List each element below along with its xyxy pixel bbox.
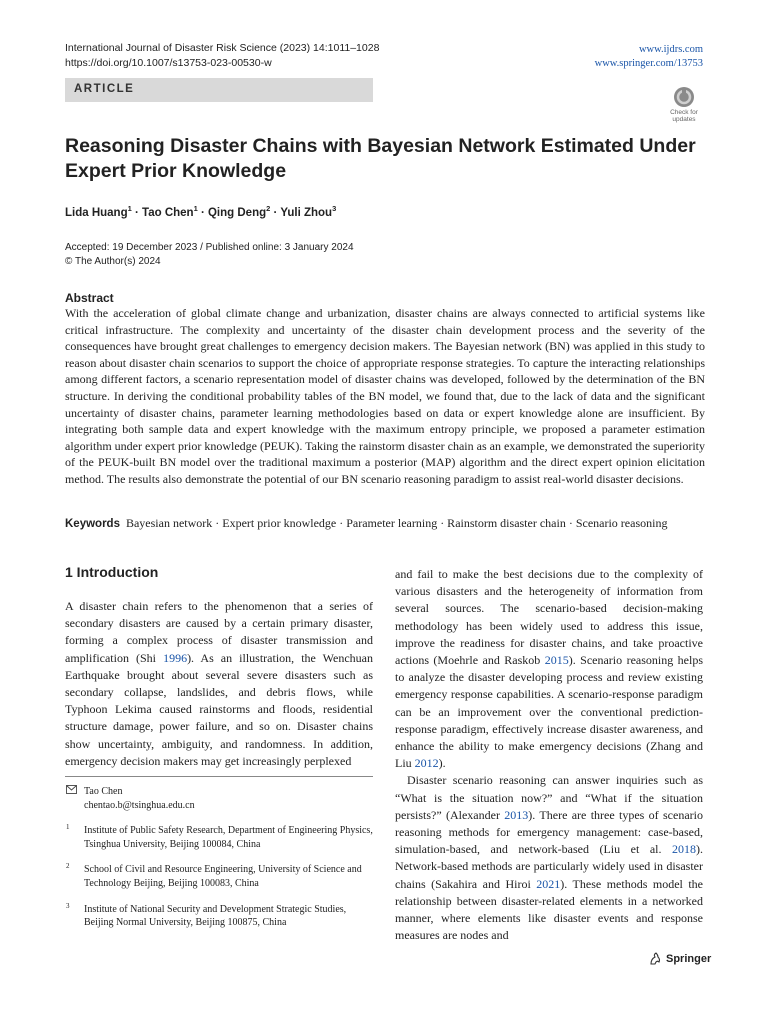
intro-column-1 bbox=[65, 598, 373, 770]
article-type-label: ARTICLE bbox=[74, 83, 135, 95]
keywords-label: Keywords bbox=[65, 518, 120, 530]
badge-line2: updates bbox=[672, 116, 696, 123]
citation-link[interactable]: 2015 bbox=[544, 653, 569, 668]
abstract-text: With the acceleration of global climate change and urbanization, disaster chains are always connected to artificial systems like critical infrastructure. The complexity and uncertainty of the disaster chain development process and the severity of the consequences have brought great challenges to emergency decision makers. The Bayesian network (BN) was applied in this study to reason about disaster chain scenarios to support the choice of appropriate response strategies. To capture the interacting relationships among different factors, a scenario representation model of disaster chains was developed, followed by the determination of the BN structure. In deriving the conditional probability tables of the BN model, we found that, due to the lack of data and the significant uncertainty of disaster chains, parameter learning methodologies based on data or expert knowledge alone are insufficient. By integrating both sample data and expert knowledge with the maximum entropy principle, we proposed a parameter estimation algorithm under expert prior knowledge (PEUK). Taking the rainstorm disaster chain as an example, we demonstrated the superiority of the PEUK-built BN model over the traditional maximum a posterior (MAP) algorithm and the direct expert opinion elicitation method. The results also demonstrate the potential of our BN scenario reasoning paradigm to assist real-world disaster decisions. bbox=[65, 306, 705, 486]
keywords bbox=[65, 516, 667, 531]
affiliation-number: 3 bbox=[66, 901, 70, 910]
journal-citation bbox=[65, 41, 379, 71]
intro-paragraph: A disaster chain refers to the phenomenon that a series of secondary disasters are caused by a certain primary disaster, forming a complex process of disaster transmission and amplification (Shi 1996). As an illustration, the Wenchuan Earthquake brought about several severe disasters such as secondary collapse, landslides, and debris flows, while Typhoon Lekima caused rainstorms and floods, residential structure damage, power failure, and so on. Disaster chains show uncertainty, ambiguity, and randomness. In addition, emergency decision makers may get increasingly perplexed bbox=[65, 599, 374, 768]
affiliation-number: 1 bbox=[66, 823, 70, 832]
affiliation bbox=[65, 824, 373, 851]
abstract-heading: Abstract bbox=[65, 291, 114, 305]
accepted-published-line: Accepted: 19 December 2023 / Published online: 3 January 2024 bbox=[65, 242, 354, 253]
journal-website-link[interactable]: www.ijdrs.com bbox=[638, 44, 703, 55]
citation-link[interactable]: 2021 bbox=[536, 876, 561, 891]
affiliation bbox=[65, 863, 373, 890]
section-heading-introduction: 1 Introduction bbox=[65, 564, 159, 580]
author[interactable]: Yuli Zhou$^3$ bbox=[280, 204, 337, 219]
keywords-text: Bayesian network · Expert prior knowledge · Parameter learning · Rainstorm disaster chain · Scenario reasoning bbox=[125, 516, 668, 530]
author[interactable]: Lida Huang$^1$ bbox=[65, 204, 132, 219]
contact-name: Tao Chen bbox=[84, 786, 123, 797]
affiliation-number: 2 bbox=[66, 862, 70, 871]
springer-link[interactable]: www.springer.com/13753 bbox=[594, 58, 703, 69]
author[interactable]: Tao Chen$^1$ bbox=[142, 204, 198, 219]
footnote-divider bbox=[65, 776, 373, 777]
badge-line1: Check for bbox=[670, 109, 698, 116]
contact-email[interactable]: chentao.b@tsinghua.edu.cn bbox=[84, 799, 195, 811]
check-for-updates-icon bbox=[664, 85, 704, 125]
check-for-updates-badge[interactable] bbox=[664, 85, 704, 125]
affiliation-text: School of Civil and Resource Engineering, University of Science and Technology Beijing, Beijing 100083, China bbox=[84, 864, 362, 889]
citation-link[interactable]: 2012 bbox=[414, 756, 439, 771]
citation-link[interactable]: 2013 bbox=[504, 807, 529, 822]
springer-horse-icon bbox=[648, 952, 662, 966]
author[interactable]: Qing Deng$^2$ bbox=[207, 204, 271, 219]
corresponding-author bbox=[65, 785, 373, 812]
article-type-bar bbox=[65, 78, 373, 102]
intro-paragraph: and fail to make the best decisions due to the complexity of various disasters and the heterogeneity of information from several sources. The scenario-based decision-making methodology has been widely used to address this issue, improve the readiness for disaster chains, and take proactive actions (Moehrle and Raskob 2015). Scenario reasoning helps to analyze the disaster developing process and review existing emergency response capabilities. A scenario-response paradigm can be an improvement over the conventional prediction-response paradigm, effectively increase disaster awareness, and enhance the ability to make emergency decisions (Zhang and Liu 2012). bbox=[395, 567, 703, 771]
envelope-icon bbox=[66, 785, 77, 800]
journal-links bbox=[595, 43, 703, 71]
doi-link[interactable]: https://doi.org/10.1007/s13753-023-00530-w bbox=[65, 57, 272, 69]
paper-title: Reasoning Disaster Chains with Bayesian Network Estimated Under Expert Prior Knowledge bbox=[65, 135, 696, 182]
publisher-name: Springer bbox=[666, 953, 712, 965]
intro-column-2 bbox=[395, 566, 703, 944]
author-list: Lida Huang$^1$ · Tao Chen$^1$ · Qing Deng$^2$ · Yuli Zhou$^3$ bbox=[65, 204, 337, 219]
citation-link[interactable]: 2018 bbox=[672, 842, 696, 857]
footnotes bbox=[65, 785, 373, 942]
copyright-line: © The Author(s) 2024 bbox=[65, 256, 161, 267]
publication-dates bbox=[65, 241, 354, 269]
affiliation bbox=[65, 903, 373, 930]
affiliation-text: Institute of Public Safety Research, Department of Engineering Physics, Tsinghua University, Beijing 100084, China bbox=[84, 825, 373, 850]
springer-logo bbox=[648, 952, 711, 966]
affiliation-text: Institute of National Security and Development Strategic Studies, Beijing Normal University, Beijing 100875, China bbox=[84, 903, 347, 929]
citation-link[interactable]: 1996 bbox=[163, 650, 188, 665]
intro-paragraph: Disaster scenario reasoning can answer inquiries such as “What is the situation now?” and “What if the situation persists?” (Alexander 2013). There are three types of scenario reasoning methods for emergency management: case-based, simulation-based, and network-based (Liu et al. 2018). Network-based methods are particularly widely used in disaster chains (Sakahira and Hiroi 2021). These methods model the relationship between disaster-related elements in a networked manner, where elements like disaster events and response measures are nodes and bbox=[395, 773, 704, 943]
journal-line: International Journal of Disaster Risk Science (2023) 14:1011–1028 bbox=[65, 42, 380, 54]
